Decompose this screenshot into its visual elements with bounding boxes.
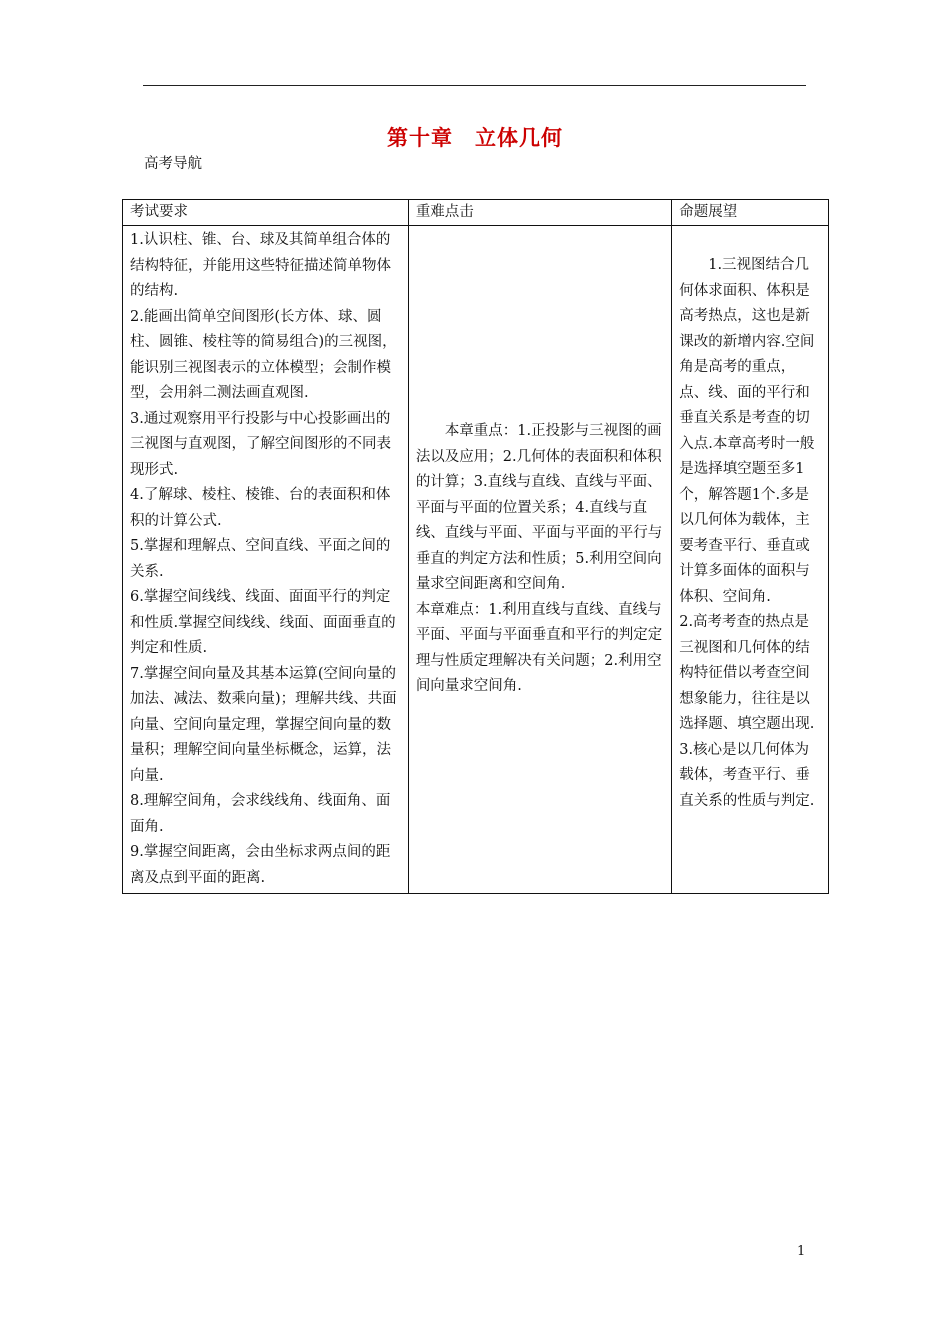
requirement-item: 9.掌握空间距离，会由坐标求两点间的距离及点到平面的距离. [130, 844, 391, 886]
header-requirements: 考试要求 [123, 200, 409, 226]
outlook-cell [672, 226, 829, 894]
table-header-row [123, 200, 829, 226]
requirements-cell [123, 226, 409, 894]
chapter-title: 第十章 立体几何 [387, 125, 563, 150]
requirement-item: 5.掌握和理解点、空间直线、平面之间的关系. [130, 538, 391, 580]
focus-cell [408, 226, 671, 894]
table-row [123, 226, 829, 894]
requirement-item: 3.通过观察用平行投影与中心投影画出的三视图与直观图，了解空间图形的不同表现形式. [130, 410, 391, 478]
outlook-item: 2.高考考查的热点是三视图和几何体的结构特征借以考查空间想象能力，往往是以选择题、填空题出现. [679, 614, 815, 732]
page-number: 1 [797, 1244, 806, 1259]
key-points-text: 本章重点：1.正投影与三视图的画法以及应用；2.几何体的表面积和体积的计算；3.直线与直线、直线与平面、平面与平面的位置关系；4.直线与直线、直线与平面、平面与平面的平行与垂直的判定方法和性质；5.利用空间向量求空间距离和空间角. [415, 423, 663, 593]
requirement-item: 1.认识柱、锥、台、球及其简单组合体的结构特征，并能用这些特征描述简单物体的结构. [130, 232, 391, 299]
requirement-item: 7.掌握空间向量及其基本运算(空间向量的加法、减法、数乘向量)；理解共线、共面向量、空间向量定理，掌握空间向量的数量积；理解空间向量坐标概念，运算，法向量. [130, 665, 397, 784]
requirement-item: 2.能画出简单空间图形(长方体、球、圆柱、圆锥、棱柱等的简易组合)的三视图，能识别三视图表示的立体模型；会制作模型，会用斜二测法画直观图. [130, 308, 397, 401]
requirement-item: 8.理解空间角，会求线线角、线面角、面面角. [130, 793, 391, 835]
outlook-item: 3.核心是以几何体为载体，考查平行、垂直关系的性质与判定. [679, 741, 815, 809]
header-focus: 重难点击 [408, 200, 671, 226]
outlook-item: 1.三视图结合几何体求面积、体积是高考热点，这也是新课改的新增内容.空间角是高考的重点，点、线、面的平行和垂直关系是考查的切入点.本章高考时一般是选择填空题至多1个，解答题1个.多是以几何体为载体，主要考查平行、垂直或计算多面体的面积与体积、空间角. [679, 257, 815, 605]
header-outlook: 命题展望 [672, 200, 829, 226]
header-rule [143, 85, 806, 86]
exam-guide-table [122, 199, 829, 894]
requirement-item: 4.了解球、棱柱、棱锥、台的表面积和体积的计算公式. [130, 487, 391, 529]
requirement-item: 6.掌握空间线线、线面、面面平行的判定和性质.掌握空间线线、线面、面面垂直的判定和性质. [130, 589, 396, 656]
section-subtitle: 高考导航 [144, 156, 202, 172]
difficulties-text: 本章难点：1.利用直线与直线、直线与平面、平面与平面垂直和平行的判定定理与性质定理解决有关问题；2.利用空间向量求空间角. [415, 601, 663, 695]
